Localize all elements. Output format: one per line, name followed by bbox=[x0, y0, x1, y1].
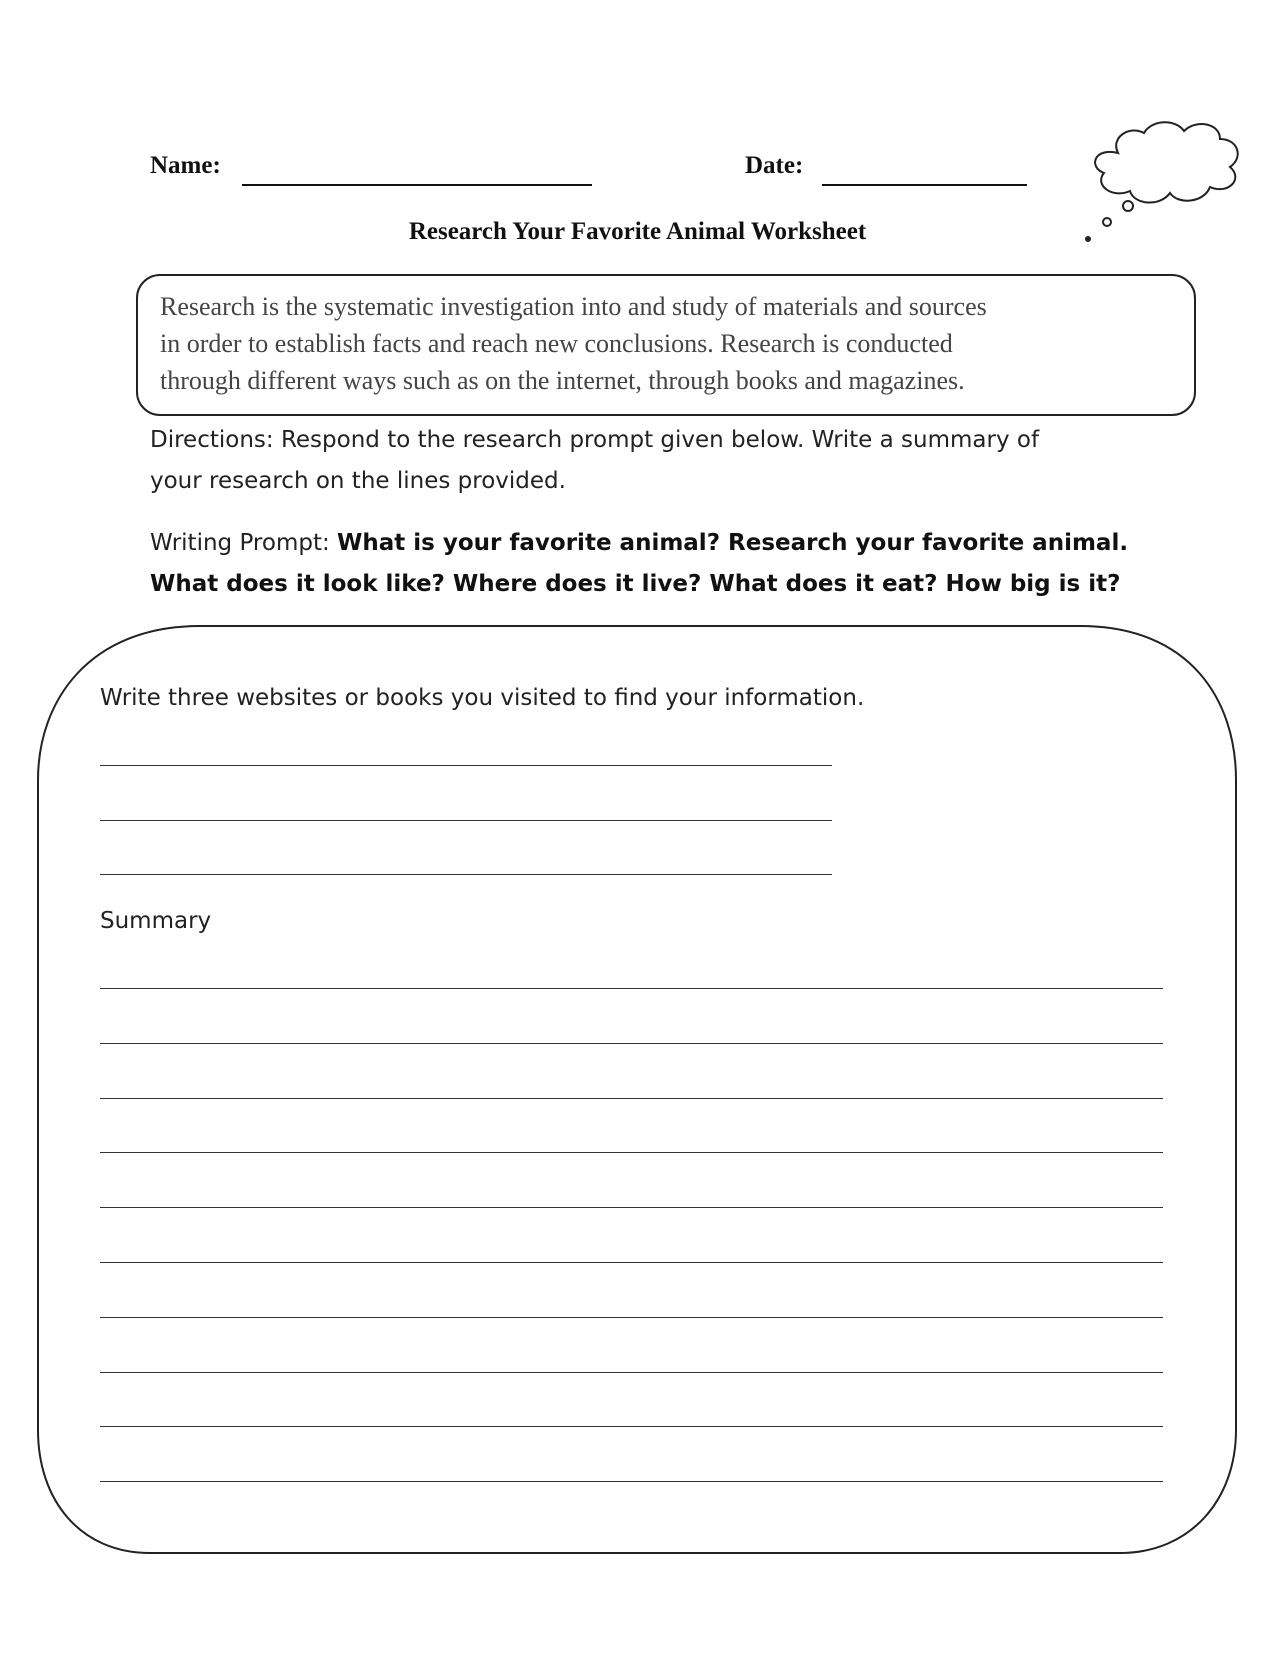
summary-label: Summary bbox=[100, 908, 212, 934]
directions-line: Directions: Respond to the research prompt given below. Write a summary of bbox=[150, 427, 1040, 453]
sources-instruction: Write three websites or books you visited to find your information. bbox=[100, 685, 865, 711]
prompt-question: What is your favorite animal? Research your favorite animal. bbox=[337, 530, 1129, 556]
definition-line: Research is the systematic investigation into and study of materials and sources bbox=[160, 292, 987, 321]
summary-write-line[interactable] bbox=[100, 1317, 1163, 1318]
prompt-label: Writing Prompt: bbox=[150, 530, 338, 556]
summary-write-line[interactable] bbox=[100, 988, 1163, 989]
definition-line: in order to establish facts and reach new conclusions. Research is conducted bbox=[160, 329, 953, 358]
source-write-line[interactable] bbox=[100, 874, 832, 875]
page-title: Research Your Favorite Animal Worksheet bbox=[408, 218, 867, 245]
summary-write-line[interactable] bbox=[100, 1481, 1163, 1482]
name-label: Name: bbox=[150, 152, 221, 179]
summary-write-line[interactable] bbox=[100, 1262, 1163, 1263]
summary-write-line[interactable] bbox=[100, 1372, 1163, 1373]
source-write-line[interactable] bbox=[100, 765, 832, 766]
date-label: Date: bbox=[745, 152, 804, 179]
directions-line: your research on the lines provided. bbox=[150, 468, 566, 494]
summary-write-line[interactable] bbox=[100, 1043, 1163, 1044]
summary-write-line[interactable] bbox=[100, 1152, 1163, 1153]
source-write-line[interactable] bbox=[100, 820, 832, 821]
summary-write-line[interactable] bbox=[100, 1207, 1163, 1208]
summary-write-line[interactable] bbox=[100, 1098, 1163, 1099]
summary-write-line[interactable] bbox=[100, 1426, 1163, 1427]
prompt-question: What does it look like? Where does it live? What does it eat? How big is it? bbox=[150, 571, 1121, 597]
definition-line: through different ways such as on the internet, through books and magazines. bbox=[160, 366, 965, 395]
